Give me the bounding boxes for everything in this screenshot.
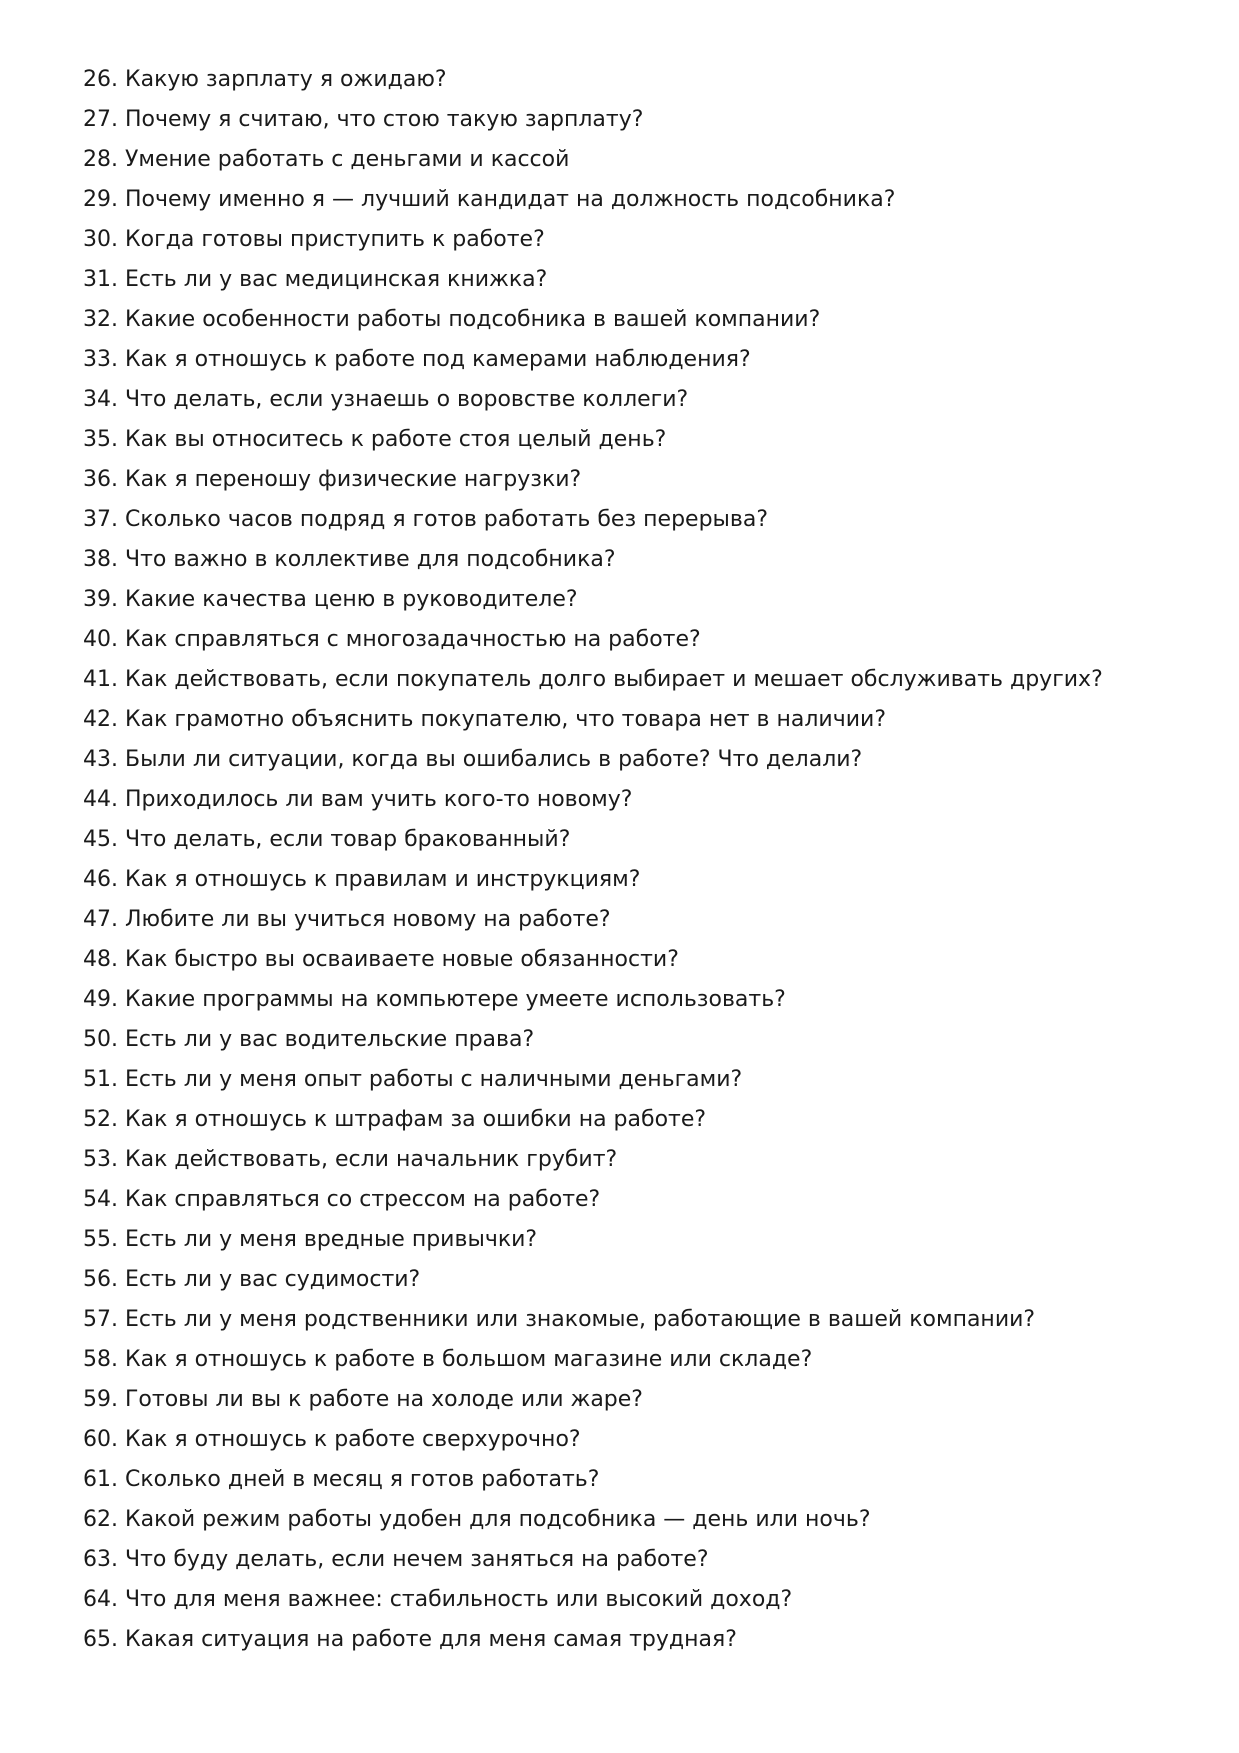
question-item-53 xyxy=(83,1140,1183,1180)
question-text: Почему я считаю, что стою такую зарплату? xyxy=(125,107,644,132)
question-number: 30. xyxy=(83,227,118,252)
question-item-49 xyxy=(83,980,1183,1020)
question-text: Любите ли вы учиться новому на работе? xyxy=(125,907,611,932)
question-text: Есть ли у вас водительские права? xyxy=(125,1027,535,1052)
question-text: Есть ли у меня опыт работы с наличными деньгами? xyxy=(125,1067,743,1092)
question-item-46 xyxy=(83,860,1183,900)
question-number: 52. xyxy=(83,1107,118,1132)
question-text: Какие качества ценю в руководителе? xyxy=(125,587,578,612)
question-item-35 xyxy=(83,420,1183,460)
question-item-33 xyxy=(83,340,1183,380)
question-text: Готовы ли вы к работе на холоде или жаре? xyxy=(125,1387,643,1412)
question-text: Как действовать, если начальник грубит? xyxy=(125,1147,618,1172)
question-number: 39. xyxy=(83,587,118,612)
question-text: Как справляться с многозадачностью на работе? xyxy=(125,627,701,652)
question-text: Как я отношусь к правилам и инструкциям? xyxy=(125,867,641,892)
question-number: 32. xyxy=(83,307,118,332)
question-item-44 xyxy=(83,780,1183,820)
question-number: 54. xyxy=(83,1187,118,1212)
question-item-37 xyxy=(83,500,1183,540)
question-number: 26. xyxy=(83,67,118,92)
question-number: 34. xyxy=(83,387,118,412)
question-text: Есть ли у меня вредные привычки? xyxy=(125,1227,538,1252)
question-item-55 xyxy=(83,1220,1183,1260)
question-number: 59. xyxy=(83,1387,118,1412)
question-item-28 xyxy=(83,140,1183,180)
question-number: 36. xyxy=(83,467,118,492)
question-item-60 xyxy=(83,1420,1183,1460)
question-number: 31. xyxy=(83,267,118,292)
question-number: 58. xyxy=(83,1347,118,1372)
question-item-43 xyxy=(83,740,1183,780)
question-number: 40. xyxy=(83,627,118,652)
question-item-38 xyxy=(83,540,1183,580)
question-item-61 xyxy=(83,1460,1183,1500)
question-number: 60. xyxy=(83,1427,118,1452)
question-item-48 xyxy=(83,940,1183,980)
question-item-26 xyxy=(83,60,1183,100)
question-text: Как я отношусь к работе в большом магазине или складе? xyxy=(125,1347,813,1372)
question-text: Сколько дней в месяц я готов работать? xyxy=(125,1467,600,1492)
question-text: Есть ли у меня родственники или знакомые, работающие в вашей компании? xyxy=(125,1307,1036,1332)
question-text: Какой режим работы удобен для подсобника — день или ночь? xyxy=(125,1507,871,1532)
question-item-57 xyxy=(83,1300,1183,1340)
question-number: 50. xyxy=(83,1027,118,1052)
question-number: 53. xyxy=(83,1147,118,1172)
question-item-62 xyxy=(83,1500,1183,1540)
question-text: Как я отношусь к работе под камерами наблюдения? xyxy=(125,347,751,372)
question-text: Как вы относитесь к работе стоя целый день? xyxy=(125,427,667,452)
question-item-39 xyxy=(83,580,1183,620)
question-number: 63. xyxy=(83,1547,118,1572)
question-text: Как действовать, если покупатель долго выбирает и мешает обслуживать других? xyxy=(125,667,1103,692)
question-text: Как я отношусь к штрафам за ошибки на работе? xyxy=(125,1107,707,1132)
question-item-64 xyxy=(83,1580,1183,1620)
question-item-56 xyxy=(83,1260,1183,1300)
question-item-30 xyxy=(83,220,1183,260)
question-text: Есть ли у вас медицинская книжка? xyxy=(125,267,548,292)
question-item-36 xyxy=(83,460,1183,500)
question-text: Есть ли у вас судимости? xyxy=(125,1267,421,1292)
question-text: Как быстро вы осваиваете новые обязанности? xyxy=(125,947,679,972)
question-number: 43. xyxy=(83,747,118,772)
question-text: Какие особенности работы подсобника в вашей компании? xyxy=(125,307,821,332)
question-item-58 xyxy=(83,1340,1183,1380)
question-text: Как я переношу физические нагрузки? xyxy=(125,467,582,492)
question-text: Как я отношусь к работе сверхурочно? xyxy=(125,1427,581,1452)
question-text: Приходилось ли вам учить кого-то новому? xyxy=(125,787,633,812)
question-item-40 xyxy=(83,620,1183,660)
question-item-41 xyxy=(83,660,1183,700)
question-number: 65. xyxy=(83,1627,118,1652)
question-number: 45. xyxy=(83,827,118,852)
question-text: Какую зарплату я ожидаю? xyxy=(125,67,447,92)
question-number: 56. xyxy=(83,1267,118,1292)
question-text: Сколько часов подряд я готов работать без перерыва? xyxy=(125,507,769,532)
question-text: Что для меня важнее: стабильность или высокий доход? xyxy=(125,1587,793,1612)
question-list xyxy=(83,60,1183,1660)
question-number: 35. xyxy=(83,427,118,452)
question-number: 62. xyxy=(83,1507,118,1532)
question-number: 27. xyxy=(83,107,118,132)
question-text: Какая ситуация на работе для меня самая трудная? xyxy=(125,1627,737,1652)
question-number: 33. xyxy=(83,347,118,372)
question-text: Что делать, если товар бракованный? xyxy=(125,827,571,852)
question-text: Почему именно я — лучший кандидат на должность подсобника? xyxy=(125,187,896,212)
question-item-63 xyxy=(83,1540,1183,1580)
question-item-27 xyxy=(83,100,1183,140)
question-text: Что важно в коллективе для подсобника? xyxy=(125,547,616,572)
question-text: Как грамотно объяснить покупателю, что товара нет в наличии? xyxy=(125,707,886,732)
question-number: 37. xyxy=(83,507,118,532)
question-number: 44. xyxy=(83,787,118,812)
question-text: Были ли ситуации, когда вы ошибались в работе? Что делали? xyxy=(125,747,863,772)
question-number: 57. xyxy=(83,1307,118,1332)
question-item-34 xyxy=(83,380,1183,420)
question-item-65 xyxy=(83,1620,1183,1660)
question-item-54 xyxy=(83,1180,1183,1220)
question-number: 51. xyxy=(83,1067,118,1092)
question-item-59 xyxy=(83,1380,1183,1420)
question-number: 48. xyxy=(83,947,118,972)
question-number: 55. xyxy=(83,1227,118,1252)
question-number: 28. xyxy=(83,147,118,172)
question-text: Когда готовы приступить к работе? xyxy=(125,227,545,252)
question-number: 61. xyxy=(83,1467,118,1492)
question-number: 47. xyxy=(83,907,118,932)
question-number: 46. xyxy=(83,867,118,892)
question-number: 64. xyxy=(83,1587,118,1612)
question-item-31 xyxy=(83,260,1183,300)
question-item-50 xyxy=(83,1020,1183,1060)
question-item-42 xyxy=(83,700,1183,740)
question-text: Что буду делать, если нечем заняться на работе? xyxy=(125,1547,709,1572)
question-text: Умение работать с деньгами и кассой xyxy=(125,147,570,172)
question-item-45 xyxy=(83,820,1183,860)
question-text: Что делать, если узнаешь о воровстве коллеги? xyxy=(125,387,689,412)
question-number: 29. xyxy=(83,187,118,212)
question-text: Как справляться со стрессом на работе? xyxy=(125,1187,601,1212)
question-text: Какие программы на компьютере умеете использовать? xyxy=(125,987,786,1012)
question-number: 42. xyxy=(83,707,118,732)
question-number: 38. xyxy=(83,547,118,572)
question-item-29 xyxy=(83,180,1183,220)
question-item-51 xyxy=(83,1060,1183,1100)
question-item-52 xyxy=(83,1100,1183,1140)
question-item-47 xyxy=(83,900,1183,940)
question-number: 49. xyxy=(83,987,118,1012)
question-number: 41. xyxy=(83,667,118,692)
question-item-32 xyxy=(83,300,1183,340)
